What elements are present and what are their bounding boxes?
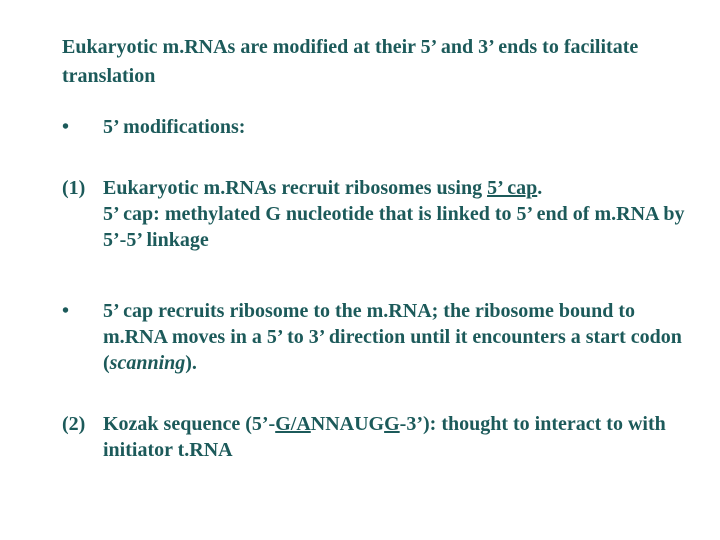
five-prime-cap-term: 5’ cap bbox=[487, 177, 538, 199]
item-text bbox=[103, 175, 702, 253]
kozak-purine-underlined: G/A bbox=[275, 413, 311, 435]
five-prime-cap-definition: 5’ cap: methylated G nucleotide that is linked to 5’ end of m.RNA by 5’-5’ linkage bbox=[103, 203, 685, 251]
kozak-text bbox=[103, 411, 702, 463]
bullet-text: 5’ modifications: bbox=[103, 116, 246, 138]
bullet-scanning bbox=[62, 298, 702, 376]
item-number: (2) bbox=[62, 413, 86, 435]
scanning-text-start: 5’ cap recruits ribosome to the m.RNA; the ribosome bound to m.RNA moves in a 5’ to 3’ direction until it encounters a start codon ( bbox=[103, 300, 682, 374]
kozak-g-underlined: G bbox=[384, 413, 400, 435]
kozak-seg-1: Kozak sequence (5’- bbox=[103, 413, 276, 435]
bullet-marker: • bbox=[62, 300, 70, 322]
bullet-five-prime-modifications bbox=[62, 114, 702, 140]
item-number: (1) bbox=[62, 177, 86, 199]
bullet-marker: • bbox=[62, 116, 70, 138]
item-text-end: . bbox=[537, 177, 543, 199]
scanning-term: scanning bbox=[109, 352, 186, 374]
scanning-text-end: ). bbox=[185, 352, 197, 374]
numbered-item-2 bbox=[62, 411, 702, 463]
bullet-text bbox=[103, 298, 702, 376]
slide-title: Eukaryotic m.RNAs are modified at their 5’ and 3’ ends to facilitate translation bbox=[62, 36, 639, 87]
item-text-start: Eukaryotic m.RNAs recruit ribosomes using bbox=[103, 177, 488, 199]
numbered-item-1 bbox=[62, 175, 702, 253]
kozak-seg-3: NNAUG bbox=[310, 413, 385, 435]
kozak-seg-5: -3’): thought to interact to with initiator t.RNA bbox=[103, 413, 666, 461]
